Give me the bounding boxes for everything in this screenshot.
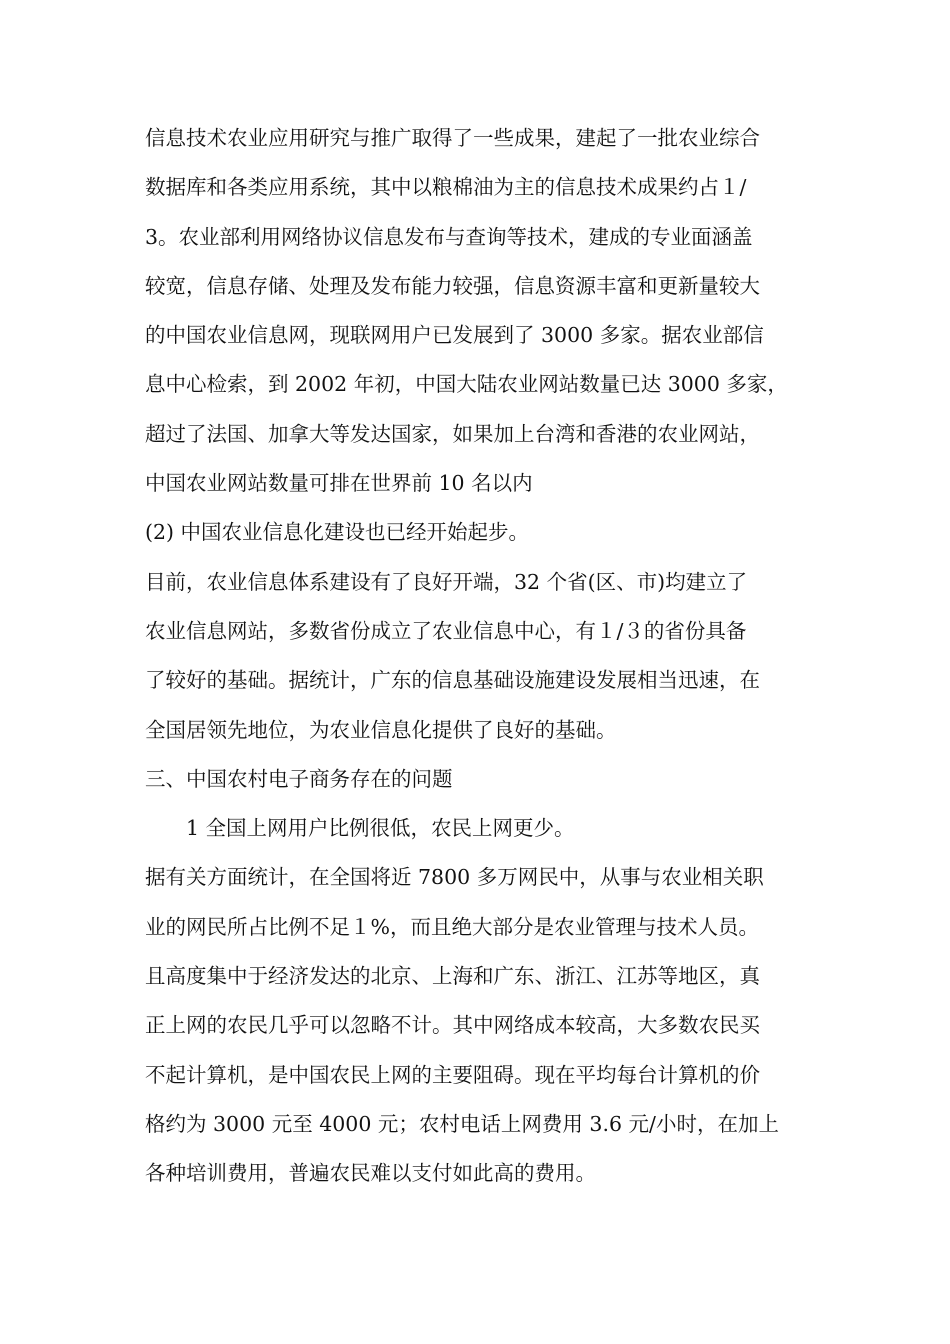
text-line: 3。农业部利用网络协议信息发布与查询等技术，建成的专业面涵盖 — [145, 224, 753, 249]
text-line: 全国居领先地位，为农业信息化提供了良好的基础。 — [145, 717, 617, 742]
paragraph — [145, 114, 815, 508]
paragraph — [145, 804, 815, 853]
document-body — [145, 114, 815, 1199]
text-line: 各种培训费用，普遍农民难以支付如此高的费用。 — [145, 1161, 596, 1186]
text-line: 正上网的农民几乎可以忽略不计。其中网络成本较高，大多数农民买 — [145, 1013, 760, 1038]
text-line: 信息技术农业应用研究与推广取得了一些成果，建起了一批农业综合 — [145, 126, 760, 150]
paragraph — [145, 508, 815, 557]
paragraph — [145, 558, 815, 755]
text-line: (2) 中国农业信息化建设也已经开始起步。 — [145, 520, 530, 545]
text-line: 超过了法国、加拿大等发达国家，如果加上台湾和香港的农业网站， — [145, 421, 760, 446]
text-line: 数据库和各类应用系统，其中以粮棉油为主的信息技术成果约占１/ — [145, 175, 747, 200]
text-line: 目前，农业信息体系建设有了良好开端，32 个省(区、市)均建立了 — [145, 569, 748, 594]
text-line: 格约为 3000 元至 4000 元；农村电话上网费用 3.6 元/小时，在加上 — [145, 1111, 779, 1136]
text-line: 较宽，信息存储、处理及发布能力较强，信息资源丰富和更新量较大 — [145, 273, 760, 298]
paragraph — [145, 755, 815, 804]
text-line: 的中国农业信息网，现联网用户已发展到了 3000 多家。据农业部信 — [145, 323, 764, 348]
text-line: 且高度集中于经济发达的北京、上海和广东、浙江、江苏等地区，真 — [145, 964, 760, 989]
text-line: 业的网民所占比例不足１%，而且绝大部分是农业管理与技术人员。 — [145, 914, 759, 939]
paragraph — [145, 853, 815, 1198]
text-line: 1 全国上网用户比例很低，农民上网更少。 — [186, 816, 575, 841]
text-line: 了较好的基础。据统计，广东的信息基础设施建设发展相当迅速，在 — [145, 668, 760, 693]
text-line: 据有关方面统计，在全国将近 7800 多万网民中，从事与农业相关职 — [145, 865, 764, 890]
text-line: 农业信息网站，多数省份成立了农业信息中心，有１/３的省份具备 — [145, 618, 747, 643]
text-line: 中国农业网站数量可排在世界前 10 名以内 — [145, 471, 533, 496]
text-line: 三、中国农村电子商务存在的问题 — [145, 766, 453, 791]
text-line: 息中心检索，到 2002 年初，中国大陆农业网站数量已达 3000 多家， — [145, 372, 788, 397]
text-line: 不起计算机，是中国农民上网的主要阻碍。现在平均每台计算机的价 — [145, 1062, 760, 1087]
